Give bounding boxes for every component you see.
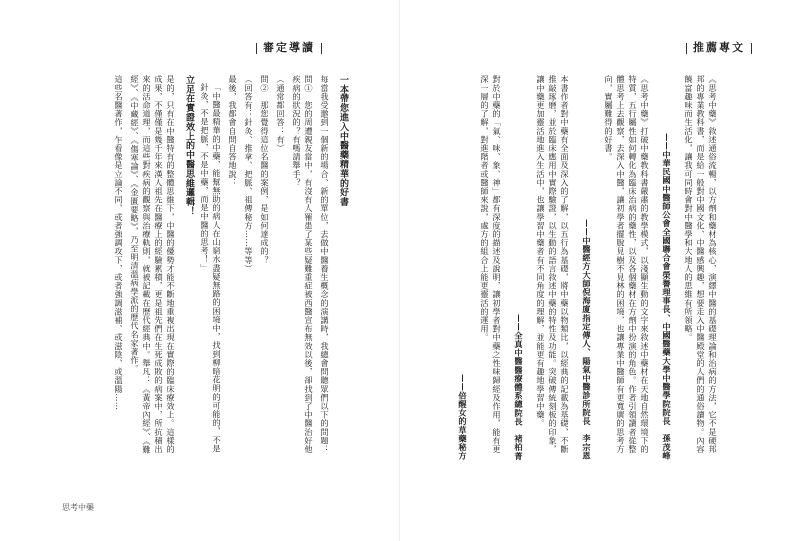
guide-paragraph: 是的，只有在中醫特有的整體思維下，中醫的優勢才能不斷地重複出現在實際的臨床療效上。這樣的成果，不僅僅是幾千年來漢人祖先在醫療上的經驗累積，更是祖先們在生死成敗的病案中，所抗積出來的活命道理，而這些對疾病的觀察與治療軌則，就被記載在歷代經典中。舉凡：《黃帝內經》、《難經》、《中藏經》、《傷寒論》、《金匱要略》，乃至明清溫病學派的歷代名家著作。 [130,75,176,454]
recommendation-signature: ——中華民國中醫師公會全國聯合會榮譽理事長、中國醫藥大學中醫學院院長 孫茂峰 [662,133,672,460]
guide-paragraph: （回答有：針灸、推拿、把脈、祖傳秘方……等等） [244,75,254,273]
guide-paragraph: 最後，我都會自問自答地說： [228,75,238,187]
book-gutter [399,0,400,541]
recommendation-paragraph: 本書作者對中藥有全面及深入的了解，以五行為基礎，將中藥以物類比，以經典的記載為基礎，不斷推敲琢磨，並於臨床應用中實際驗證，以生動的語言敘述中藥的特性及功能。突破傳統刻板的印象，讓中藥更加靈活地進入生活中，也讓學習中藥者有不同角度的理解，並能更有趣地學習中藥。 [536,75,570,454]
section-title: 立足在實證效上的中醫思維邏輯！ [184,75,194,216]
right-page [400,0,799,541]
page-folio: 思考中藥 [62,503,94,512]
guide-text [49,75,349,460]
right-page-header: 推薦專文 [680,40,758,56]
recommendation-paragraph: 《思考中藥》打破中藥教科書嚴肅的教學模式，以淺顯生動的文字來敘述中藥材在天地自然環境下的特質，五行屬性如何轉化為臨床治病的藥性，以及各個藥材在方劑中扮演的角色。作者引領讀者從整體思考上去觀察，去深入中醫，讓初學者擺脫見樹不見林的困境，也讓專業中醫師有更寬廣的思考方向，實屬難得的好書。 [604,75,650,454]
left-page-header: 審定導讀 [250,40,328,56]
recommendation-signature: ——中醫經方大師倪海廈指定傳人、陽氣中醫診所院長 李宗恩 [582,219,592,460]
recommendation-signature: ——倍醒女的草藥秘方 [458,374,468,460]
guide-paragraph: （通常都回答：有） [276,75,286,153]
section-title: 一本帶您進入中醫藥精華的好書 [338,75,348,207]
recommendation-signature: ——全真中醫醫療體系總院長 褚柏菁 [514,313,524,460]
left-page [0,0,399,541]
guide-paragraph: 每當我受邀到一個新的場合、新的單位，去做中醫養生概念的演講時，我總會問聽眾們以下的問題： [320,75,330,454]
recommendation-paragraph: 對於中藥的「氣、味、象、神」都有深度的描述及說明，讓初學者對中藥之性味歸經及作用，能有更深一層的了解，對進階者或醫師來說，處方的組合上能更靈活的運用。 [480,75,502,454]
recommendation-paragraph: 《思考中藥》敘述通俗流暢，以方劑和藥材為核心，演繹中醫的基礎理論和治病的方法，它不是硬邦邦的專業教科書，而是給一般對中國文化、中醫感興趣，想要走入中醫殿堂的人們的通俗讀物。內容饒富趣味而生活化，讓我可同時會對中醫學和大地人的思維有所領略。 [684,75,718,454]
guide-paragraph: 問② 那您覺得這位名醫的案例，是如何達成的？ [260,75,270,265]
guide-paragraph: 這些名醫著作，乍看像是立論不同，或者強調攻下，或者強調滋補、或滋陰、或溫陽…… [114,75,124,411]
guide-paragraph: 問① 您的周遭親友當中，有沒有人罹患了某些疑難重症被西醫宣布無效以後，卻找到了中醫治好他疾病的狀況的？有嗎請舉手？ [292,75,314,454]
recommendation-text [458,75,719,460]
guide-quote: 「中醫最精華的中藥，能幫無助的病人在山窮水盡疑無路的困境中，找到柳暗花明的可能的，不是針灸，不是把脈，不是中藥，而是中醫的思考！」 [200,83,222,453]
